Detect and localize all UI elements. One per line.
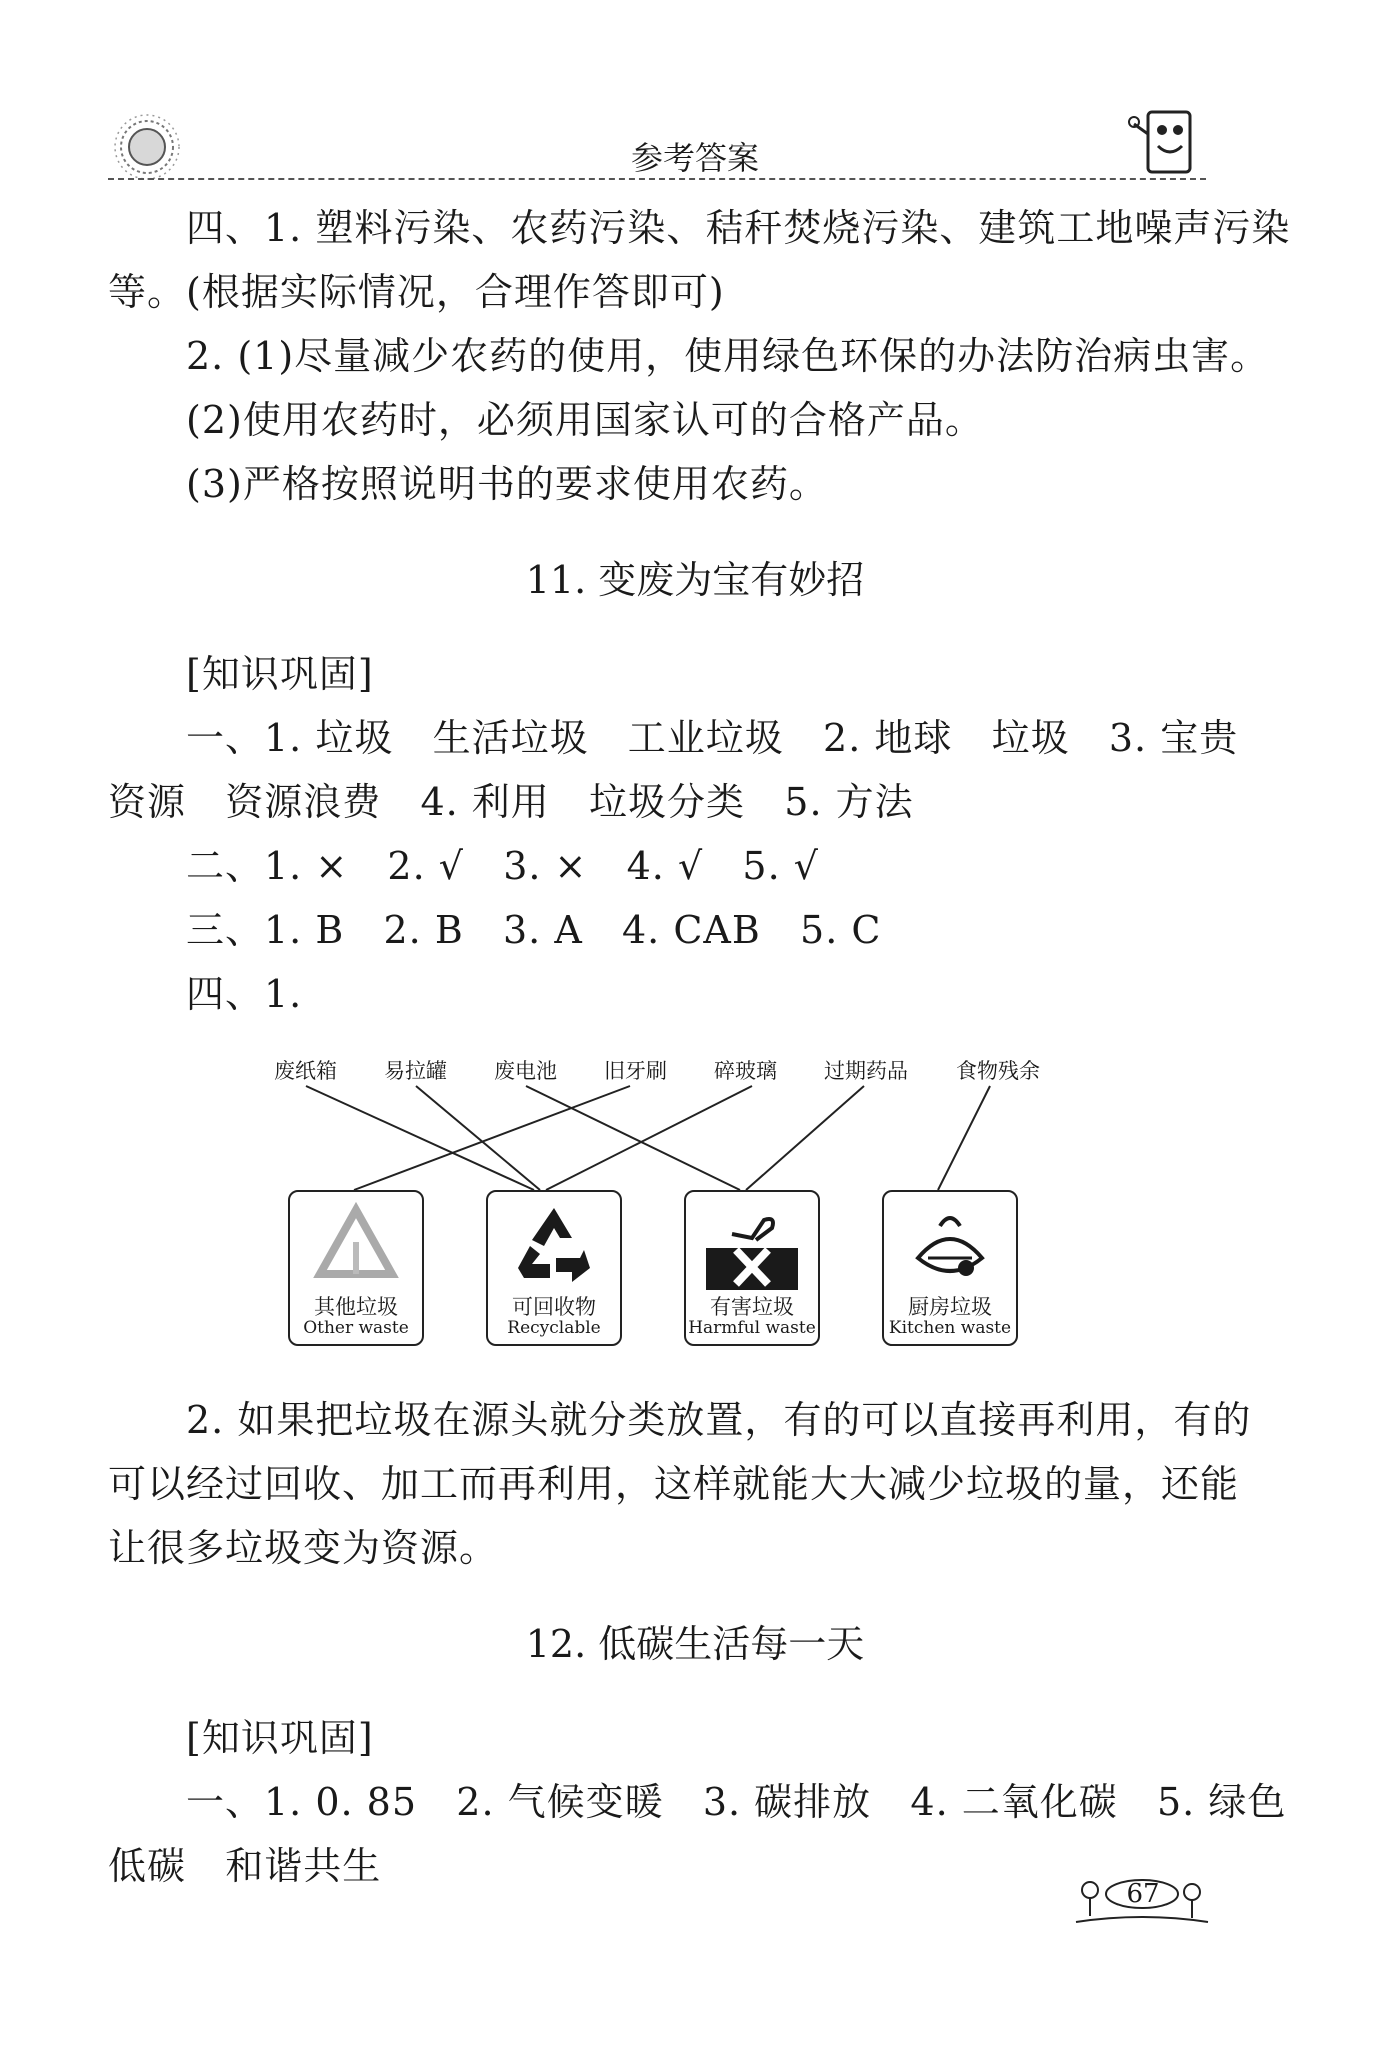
item-label: 废纸箱 [274, 1059, 337, 1083]
page-number: 67 [1126, 1879, 1160, 1909]
answer-line: 2. 如果把垃圾在源头就分类放置，有的可以直接再利用，有的 [186, 1398, 1252, 1442]
bin-other-waste [288, 1190, 424, 1346]
answer-line: 等。(根据实际情况，合理作答即可) [108, 270, 725, 314]
answer-line: 二、1. × 2. √ 3. × 4. √ 5. √ [186, 844, 819, 888]
section-bracket-label: [知识巩固] [186, 652, 374, 696]
kitchen-waste-icon [906, 1202, 994, 1290]
item-label: 食物残余 [956, 1059, 1040, 1083]
answer-line: 三、1. B 2. B 3. A 4. CAB 5. C [186, 908, 882, 952]
bin-recyclable [486, 1190, 622, 1346]
item-label: 过期药品 [824, 1059, 908, 1083]
item-label: 易拉罐 [384, 1059, 447, 1083]
answer-line: 资源 资源浪费 4. 利用 垃圾分类 5. 方法 [108, 780, 914, 824]
bin-label-cn: 可回收物 [512, 1295, 596, 1319]
answer-line: 一、1. 0. 85 2. 气候变暖 3. 碳排放 4. 二氧化碳 5. 绿色 [186, 1780, 1287, 1824]
answer-line: 四、1. [186, 972, 303, 1016]
section-bracket-label: [知识巩固] [186, 1716, 374, 1760]
bin-label-cn: 有害垃圾 [710, 1295, 794, 1319]
section-title: 12. 低碳生活每一天 [525, 1622, 865, 1666]
answer-line: 可以经过回收、加工而再利用，这样就能大大减少垃圾的量，还能 [108, 1462, 1240, 1506]
answer-line: 让很多垃圾变为资源。 [108, 1526, 499, 1570]
bin-kitchen-waste [882, 1190, 1018, 1346]
answer-line: (3)严格按照说明书的要求使用农药。 [186, 462, 828, 506]
answer-line: 一、1. 垃圾 生活垃圾 工业垃圾 2. 地球 垃圾 3. 宝贵 [186, 716, 1239, 760]
bin-label-cn: 厨房垃圾 [908, 1295, 992, 1319]
bin-label-cn: 其他垃圾 [314, 1295, 398, 1319]
section-title: 11. 变废为宝有妙招 [525, 558, 865, 602]
page-header-title: 参考答案 [630, 139, 759, 177]
item-label: 碎玻璃 [714, 1059, 777, 1083]
other-waste-icon [312, 1202, 400, 1290]
answer-line: 四、1. 塑料污染、农药污染、秸秆焚烧污染、建筑工地噪声污染 [186, 206, 1291, 250]
answer-line: (2)使用农药时，必须用国家认可的合格产品。 [186, 398, 984, 442]
answer-line: 2. (1)尽量减少农药的使用，使用绿色环保的办法防治病虫害。 [186, 334, 1270, 378]
answer-line: 低碳 和谐共生 [108, 1844, 382, 1888]
item-label: 旧牙刷 [604, 1059, 667, 1083]
item-label: 废电池 [494, 1059, 557, 1083]
bin-harmful-waste [684, 1190, 820, 1346]
harmful-waste-icon [706, 1204, 798, 1290]
bin-label-en: Recyclable [507, 1318, 601, 1338]
bin-label-en: Kitchen waste [888, 1318, 1012, 1338]
bin-label-en: Harmful waste [688, 1318, 816, 1338]
bin-label-en: Other waste [303, 1318, 409, 1338]
recycle-icon [510, 1202, 598, 1290]
